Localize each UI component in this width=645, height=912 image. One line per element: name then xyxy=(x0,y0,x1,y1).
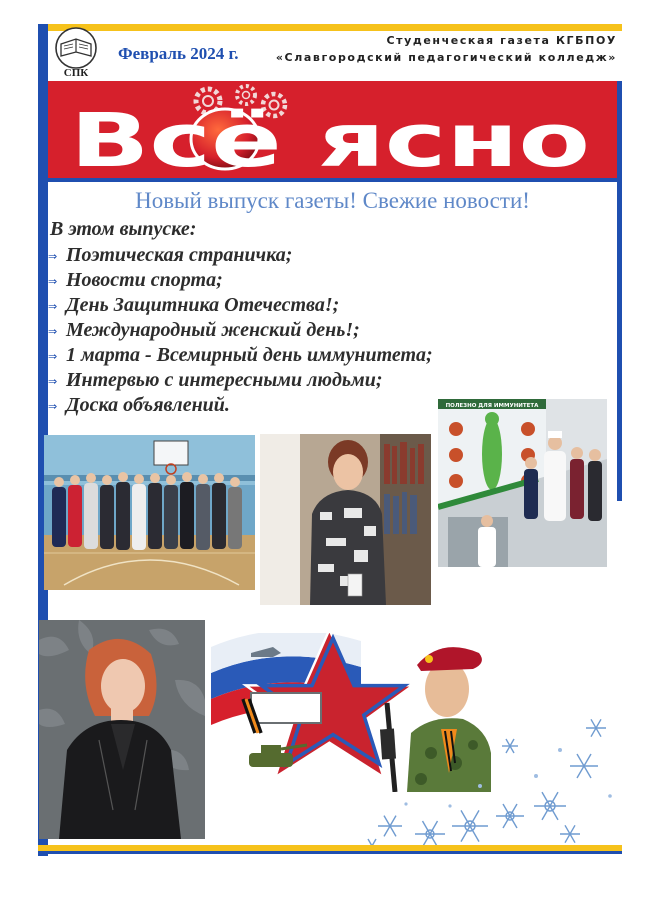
arrow-right-icon: ⇒ xyxy=(48,375,58,388)
contents-item: ⇒ Международный женский день!; xyxy=(48,318,433,343)
contents-heading: В этом выпуске: xyxy=(50,218,197,240)
right-blue-border xyxy=(617,81,622,501)
contents-list xyxy=(48,243,433,418)
contents-item: ⇒ Новости спорта; xyxy=(48,268,433,293)
publisher-line-2: «Славгородский педагогический колледж» xyxy=(275,51,617,64)
contents-item: ⇒ Поэтическая страничка; xyxy=(48,243,433,268)
publisher-line-1: Студенческая газета КГБПОУ xyxy=(386,34,617,47)
top-yellow-bar xyxy=(38,24,622,31)
arrow-right-icon: ⇒ xyxy=(48,325,58,338)
contents-item: ⇒ Интервью с интересными людьми; xyxy=(48,368,433,393)
immunity-day-photo xyxy=(438,399,607,567)
contents-item: ⇒ 1 марта - Всемирный день иммунитета; xyxy=(48,343,433,368)
arrow-right-icon: ⇒ xyxy=(48,350,58,363)
masthead-title: Всё ясно xyxy=(70,98,590,178)
arrow-right-icon: ⇒ xyxy=(48,250,58,263)
student-portrait-photo xyxy=(39,620,205,839)
logo-text: СПК xyxy=(63,67,89,78)
masthead-banner xyxy=(48,81,617,178)
arrow-right-icon: ⇒ xyxy=(48,300,58,313)
contents-item: ⇒ День Защитника Отечества!; xyxy=(48,293,433,318)
college-logo xyxy=(47,26,105,78)
issue-date: Февраль 2024 г. xyxy=(118,44,239,63)
snowflake-decoration xyxy=(360,706,622,856)
poster-title: ПОЛЕЗНО ДЛЯ ИММУНИТЕТА xyxy=(445,403,539,409)
contents-item: ⇒ Доска объявлений. xyxy=(48,393,433,418)
snowflake-icon xyxy=(364,719,606,853)
bottom-blue-bar xyxy=(38,851,622,854)
sports-team-photo xyxy=(44,435,255,590)
tagline: Новый выпуск газеты! Свежие новости! xyxy=(135,188,530,213)
masthead-underline xyxy=(48,178,617,182)
arrow-right-icon: ⇒ xyxy=(48,275,58,288)
arrow-right-icon: ⇒ xyxy=(48,400,58,413)
teacher-library-photo xyxy=(260,434,431,605)
